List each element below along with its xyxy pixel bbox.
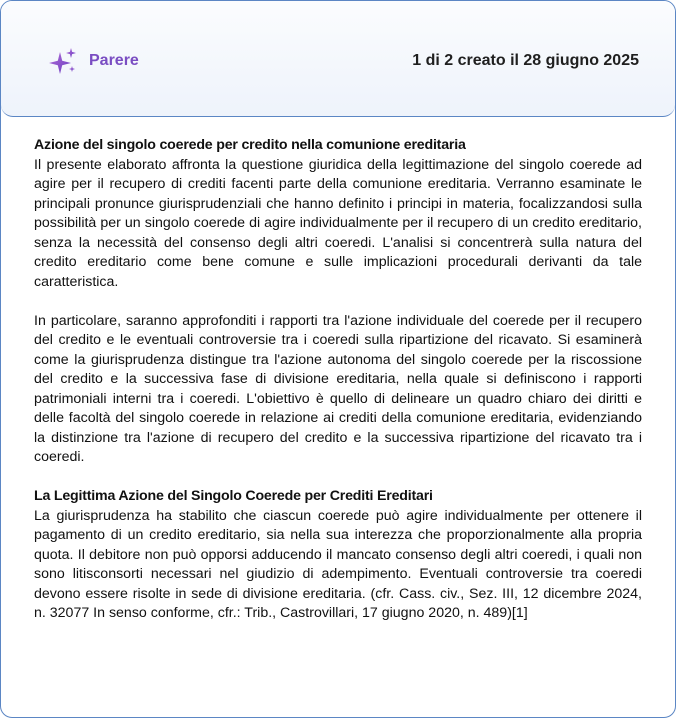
paragraph: In particolare, saranno approfonditi i rapporti tra l'azione individuale del coerede per il recupero del credito e le eventuali controversie tra i coeredi sulla ripartizione del ricavato. Si esaminerà come la giurisprudenza distingue tra l'azione autonoma del singolo coerede per la riscossione del credito e la successiva fase di divisione ereditaria, nella quale si definiscono i rapporti patrimoniali interni tra i coeredi. L'obiettivo è quello di delineare un quadro chiaro dei diritti e delle facoltà del singolo coerede in relazione ai crediti della comunione ereditaria, evidenziando la distinzione tra l'azione di recupero del credito e la successiva ripartizione del ricavato tra i coeredi. (34, 312, 642, 465)
paragraph: Il presente elaborato affronta la questione giuridica della legittimazione del singolo coerede ad agire per il recupero di crediti facenti parte della comunione ereditaria. Verranno esaminate le principali pronunce giurisprudenziali che hanno definito i principi in materia, focalizzandosi sulla possibilità per un singolo coerede di agire individualmente per il recupero di un credito ereditario, senza la necessità del consenso degli altri coeredi. L'analisi si concentrerà sulla natura del credito ereditario come bene comune e sulle implicazioni procedurali derivanti da tale caratteristica. (34, 156, 642, 290)
paragraph-spacer (34, 468, 642, 488)
section-title: La Legittima Azione del Singolo Coerede per Crediti Ereditari (34, 488, 433, 504)
document-body (34, 136, 642, 624)
header-label: Parere (89, 52, 139, 69)
sparkle-icon (48, 47, 78, 77)
card-header (1, 1, 675, 117)
paragraph-spacer (34, 292, 642, 312)
section-title: Azione del singolo coerede per credito nella comunione ereditaria (34, 137, 466, 153)
document-info: 1 di 2 creato il 28 giugno 2025 (412, 52, 639, 69)
paragraph: La giurisprudenza ha stabilito che ciascun coerede può agire individualmente per ottenere il pagamento di un credito ereditario, sia nella sua interezza che proporzionalmente alla propria quota. Il debitore non può opporsi adducendo il mancato consenso degli altri coeredi, i quali non sono litisconsorti necessari nel giudizio di adempimento. Eventuali controversie tra coeredi devono essere risolte in sede di divisione ereditaria. (cfr. Cass. civ., Sez. III, 12 dicembre 2024, n. 32077 In senso conforme, cfr.: Trib., Castrovillari, 17 giugno 2020, n. 489)[1] (34, 507, 642, 621)
